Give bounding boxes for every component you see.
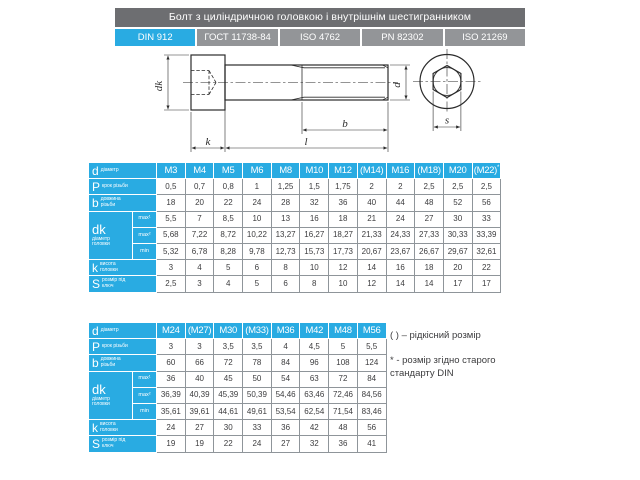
column-header: (M22)* (472, 163, 501, 179)
spec-value-cell: 71,54 (329, 403, 358, 419)
spec-value-cell: 20,67 (357, 243, 386, 259)
spec-value-cell: 40 (185, 371, 214, 387)
spec-value-cell: 6,78 (185, 243, 214, 259)
spec-value-cell: 35,61 (157, 403, 186, 419)
spec-value-cell: 20 (185, 195, 214, 211)
table-row (89, 227, 501, 243)
spec-value-cell: 3,5 (214, 339, 243, 355)
spec-value-cell: 27 (185, 420, 214, 436)
table-row (89, 179, 501, 195)
row-subtitle: довжина різьби (100, 196, 121, 208)
row-symbol: k (92, 260, 98, 275)
spec-value-cell: 45,39 (214, 387, 243, 403)
spec-value-cell: 8,5 (214, 211, 243, 227)
table-row (89, 243, 501, 259)
spec-value-cell: 5,68 (157, 227, 186, 243)
standard-cell-iso-4762: ISO 4762 (280, 29, 360, 46)
table-row (89, 195, 501, 211)
spec-value-cell: 8 (271, 260, 300, 276)
sub-row-label: max¹ (133, 211, 157, 227)
row-symbol: S (92, 276, 101, 291)
row-symbol: d (92, 323, 99, 338)
spec-value-cell: 2,5 (157, 276, 186, 292)
spec-value-cell: 27,33 (415, 227, 444, 243)
corner-cell-diameter (89, 163, 157, 179)
table-header-row (89, 163, 501, 179)
row-subtitle: розмір під ключ (102, 437, 126, 449)
spec-value-cell: 20 (443, 260, 472, 276)
spec-value-cell: 24,33 (386, 227, 415, 243)
spec-value-cell: 1,75 (329, 179, 358, 195)
row-symbol: P (92, 339, 101, 354)
spec-value-cell: 33,39 (472, 227, 501, 243)
column-header: M30 (214, 323, 243, 339)
spec-value-cell: 21 (357, 211, 386, 227)
corner-cell-diameter (89, 323, 157, 339)
column-header: (M33) (243, 323, 272, 339)
spec-value-cell: 26,67 (415, 243, 444, 259)
spec-value-cell: 24 (243, 436, 272, 452)
standard-cell-pn-82302: PN 82302 (362, 29, 442, 46)
spec-value-cell: 3 (185, 276, 214, 292)
spec-value-cell: 50 (243, 371, 272, 387)
row-label-P (89, 179, 157, 195)
spec-value-cell: 66 (185, 355, 214, 371)
row-label-P (89, 339, 157, 355)
column-header: M16 (386, 163, 415, 179)
spec-table-m3-m22 (88, 162, 501, 293)
spec-value-cell: 39,61 (185, 403, 214, 419)
dim-label-dk: dk (153, 80, 165, 92)
spec-value-cell: 17 (472, 276, 501, 292)
row-subtitle: довжина різьби (100, 356, 121, 368)
spec-value-cell: 124 (357, 355, 386, 371)
spec-value-cell: 6 (243, 260, 272, 276)
row-label-dk (89, 211, 133, 260)
row-label-S (89, 276, 157, 292)
spec-value-cell: 18 (329, 211, 358, 227)
spec-value-cell: 54,46 (271, 387, 300, 403)
column-header: M10 (300, 163, 329, 179)
spec-value-cell: 27 (415, 211, 444, 227)
standard-cell-din-912: DIN 912 (115, 29, 195, 46)
spec-value-cell: 24 (157, 420, 186, 436)
spec-value-cell: 16 (386, 260, 415, 276)
column-header: (M27) (185, 323, 214, 339)
spec-value-cell: 8 (300, 276, 329, 292)
spec-value-cell: 12 (357, 276, 386, 292)
spec-value-cell: 44,61 (214, 403, 243, 419)
spec-value-cell: 60 (157, 355, 186, 371)
column-header: M42 (300, 323, 329, 339)
spec-value-cell: 54 (271, 371, 300, 387)
spec-value-cell: 3 (157, 260, 186, 276)
table-row (89, 436, 387, 452)
spec-value-cell: 10 (243, 211, 272, 227)
spec-value-cell: 5 (243, 276, 272, 292)
row-symbol: k (92, 420, 98, 435)
spec-value-cell: 22 (214, 436, 243, 452)
sub-row-label: max¹ (133, 371, 157, 387)
spec-value-cell: 50,39 (243, 387, 272, 403)
spec-value-cell: 4 (271, 339, 300, 355)
spec-value-cell: 17 (443, 276, 472, 292)
spec-value-cell: 15,73 (300, 243, 329, 259)
header (115, 8, 525, 46)
spec-value-cell: 42 (300, 420, 329, 436)
row-subtitle: діаметр (100, 326, 119, 333)
spec-value-cell: 3 (157, 339, 186, 355)
spec-value-cell: 19 (185, 436, 214, 452)
spec-value-cell: 36,39 (157, 387, 186, 403)
spec-value-cell: 36 (157, 371, 186, 387)
spec-value-cell: 84,56 (357, 387, 386, 403)
spec-value-cell: 27 (271, 436, 300, 452)
spec-value-cell: 7 (185, 211, 214, 227)
spec-value-cell: 18,27 (329, 227, 358, 243)
spec-value-cell: 14 (415, 276, 444, 292)
spec-value-cell: 14 (357, 260, 386, 276)
row-subtitle: висота головки (100, 420, 118, 433)
spec-value-cell: 23,67 (386, 243, 415, 259)
spec-value-cell: 8,72 (214, 227, 243, 243)
note-rare-size: ( ) – рідкісний розмір (390, 330, 481, 341)
column-header: (M18) (415, 163, 444, 179)
column-header: M12 (329, 163, 358, 179)
table-row (89, 403, 387, 419)
spec-value-cell: 2,5 (415, 179, 444, 195)
spec-value-cell: 40 (357, 195, 386, 211)
row-label-k (89, 260, 157, 276)
spec-value-cell: 12 (329, 260, 358, 276)
spec-value-cell: 1 (243, 179, 272, 195)
spec-value-cell: 83,46 (357, 403, 386, 419)
standards-row (115, 29, 525, 46)
column-header: M48 (329, 323, 358, 339)
row-subtitle: висота головки (100, 260, 118, 273)
spec-table-m24-m56 (88, 322, 387, 453)
spec-value-cell: 13,27 (271, 227, 300, 243)
row-subtitle: крок різьби (102, 342, 128, 349)
spec-value-cell: 21,33 (357, 227, 386, 243)
spec-value-cell: 33 (472, 211, 501, 227)
spec-value-cell: 1,5 (300, 179, 329, 195)
spec-value-cell: 84 (271, 355, 300, 371)
spec-value-cell: 72,46 (329, 387, 358, 403)
row-label-b (89, 355, 157, 371)
spec-value-cell: 5 (214, 260, 243, 276)
spec-value-cell: 45 (214, 371, 243, 387)
sub-row-label: max² (133, 387, 157, 403)
note-old-din-standard: * - розмір згідно старого стандарту DIN (390, 354, 496, 379)
spec-value-cell: 30,33 (443, 227, 472, 243)
row-label-dk (89, 371, 133, 420)
spec-value-cell: 3,5 (243, 339, 272, 355)
column-header: M8 (271, 163, 300, 179)
table-row (89, 276, 501, 292)
spec-value-cell: 36 (329, 195, 358, 211)
spec-value-cell: 36 (271, 420, 300, 436)
column-header: M5 (214, 163, 243, 179)
spec-value-cell: 16 (300, 211, 329, 227)
row-symbol: dk (92, 221, 106, 237)
spec-value-cell: 30 (443, 211, 472, 227)
spec-value-cell: 49,61 (243, 403, 272, 419)
spec-value-cell: 18 (157, 195, 186, 211)
spec-value-cell: 18 (415, 260, 444, 276)
spec-value-cell: 0,8 (214, 179, 243, 195)
sub-row-label: min (133, 403, 157, 419)
spec-value-cell: 29,67 (443, 243, 472, 259)
spec-value-cell: 2 (386, 179, 415, 195)
dim-label-b: b (342, 118, 348, 130)
spec-value-cell: 0,7 (185, 179, 214, 195)
sub-row-label: max² (133, 227, 157, 243)
spec-value-cell: 3 (185, 339, 214, 355)
spec-value-cell: 4,5 (300, 339, 329, 355)
standard-cell-gost-11738-84: ГОСТ 11738-84 (197, 29, 277, 46)
row-subtitle: крок різьби (102, 182, 128, 189)
column-header: M20 (443, 163, 472, 179)
row-subtitle: діаметр (100, 166, 119, 173)
row-symbol: b (92, 355, 99, 370)
spec-value-cell: 4 (185, 260, 214, 276)
standard-cell-iso-21269: ISO 21269 (445, 29, 525, 46)
row-symbol: b (92, 195, 99, 210)
spec-value-cell: 22 (472, 260, 501, 276)
spec-value-cell: 13 (271, 211, 300, 227)
spec-value-cell: 24 (243, 195, 272, 211)
row-symbol: d (92, 163, 99, 178)
spec-value-cell: 9,78 (243, 243, 272, 259)
spec-value-cell: 72 (329, 371, 358, 387)
spec-value-cell: 6 (271, 276, 300, 292)
row-symbol: dk (92, 381, 106, 397)
column-header: M6 (243, 163, 272, 179)
spec-value-cell: 14 (386, 276, 415, 292)
spec-value-cell: 48 (329, 420, 358, 436)
spec-value-cell: 2,5 (472, 179, 501, 195)
table-row (89, 355, 387, 371)
column-header: (M14) (357, 163, 386, 179)
spec-value-cell: 22 (214, 195, 243, 211)
spec-value-cell: 17,73 (329, 243, 358, 259)
spec-value-cell: 4 (214, 276, 243, 292)
spec-value-cell: 5,32 (157, 243, 186, 259)
column-header: M4 (185, 163, 214, 179)
spec-value-cell: 24 (386, 211, 415, 227)
spec-value-cell: 96 (300, 355, 329, 371)
spec-value-cell: 1,25 (271, 179, 300, 195)
spec-value-cell: 10 (329, 276, 358, 292)
row-subtitle: діаметр головки (92, 235, 110, 248)
spec-value-cell: 19 (157, 436, 186, 452)
dim-label-k: k (205, 136, 211, 148)
spec-table (88, 322, 387, 453)
spec-value-cell: 41 (357, 436, 386, 452)
spec-value-cell: 108 (329, 355, 358, 371)
spec-value-cell: 2,5 (443, 179, 472, 195)
spec-value-cell: 78 (243, 355, 272, 371)
row-label-S (89, 436, 157, 452)
spec-value-cell: 33 (243, 420, 272, 436)
spec-value-cell: 16,27 (300, 227, 329, 243)
spec-value-cell: 48 (415, 195, 444, 211)
table-header-row (89, 323, 387, 339)
spec-value-cell: 5,5 (357, 339, 386, 355)
spec-value-cell: 10,22 (243, 227, 272, 243)
row-label-b (89, 195, 157, 211)
table-row (89, 211, 501, 227)
spec-value-cell: 32 (300, 195, 329, 211)
spec-value-cell: 44 (386, 195, 415, 211)
spec-value-cell: 36 (329, 436, 358, 452)
spec-value-cell: 56 (472, 195, 501, 211)
spec-value-cell: 56 (357, 420, 386, 436)
spec-value-cell: 12,73 (271, 243, 300, 259)
spec-value-cell: 0,5 (157, 179, 186, 195)
spec-value-cell: 84 (357, 371, 386, 387)
spec-value-cell: 10 (300, 260, 329, 276)
spec-value-cell: 8,28 (214, 243, 243, 259)
table-row (89, 260, 501, 276)
spec-value-cell: 52 (443, 195, 472, 211)
row-label-k (89, 420, 157, 436)
spec-value-cell: 32,61 (472, 243, 501, 259)
sub-row-label: min (133, 243, 157, 259)
legend-notes (390, 330, 535, 392)
column-header: M36 (271, 323, 300, 339)
table-row (89, 420, 387, 436)
centerlines (183, 49, 481, 114)
column-header: M56 (357, 323, 386, 339)
spec-value-cell: 40,39 (185, 387, 214, 403)
spec-value-cell: 7,22 (185, 227, 214, 243)
row-symbol: P (92, 179, 101, 194)
spec-table (88, 162, 501, 293)
spec-value-cell: 63,46 (300, 387, 329, 403)
spec-value-cell: 72 (214, 355, 243, 371)
spec-value-cell: 32 (300, 436, 329, 452)
column-header: M3 (157, 163, 186, 179)
spec-value-cell: 28 (271, 195, 300, 211)
spec-value-cell: 63 (300, 371, 329, 387)
dim-label-d: d (391, 82, 403, 88)
table-row (89, 371, 387, 387)
page-title: Болт з циліндричною головкою і внутрішнім шестигранником (115, 8, 525, 27)
column-header: M24 (157, 323, 186, 339)
spec-value-cell: 30 (214, 420, 243, 436)
spec-value-cell: 5,5 (157, 211, 186, 227)
spec-value-cell: 53,54 (271, 403, 300, 419)
spec-value-cell: 2 (357, 179, 386, 195)
dim-label-s: s (444, 114, 450, 127)
table-row (89, 339, 387, 355)
dim-label-l: l (304, 136, 308, 148)
spec-value-cell: 62,54 (300, 403, 329, 419)
spec-value-cell: 5 (329, 339, 358, 355)
bolt-technical-drawing (0, 48, 640, 160)
table-row (89, 387, 387, 403)
row-subtitle: діаметр головки (92, 395, 110, 408)
row-symbol: S (92, 436, 101, 451)
row-subtitle: розмір під ключ (102, 277, 126, 289)
